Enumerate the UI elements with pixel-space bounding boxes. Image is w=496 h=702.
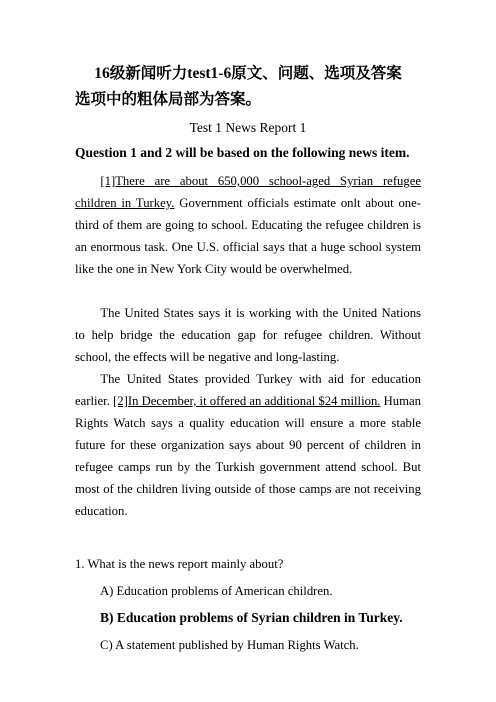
option-a: A) Education problems of American children. bbox=[100, 584, 333, 598]
option-c: C) A statement published by Human Rights Watch. bbox=[100, 638, 359, 652]
paragraph-3-text-after: Human Rights Watch says a quality education will ensure a more stable future for these organization says about 90 percent of children in refugee camps run by the Turkish government attend school. But most of the children living outside of those camps are not receiving education. bbox=[75, 394, 421, 518]
question-heading: Question 1 and 2 will be based on the following news item. bbox=[75, 145, 410, 160]
paragraph-2: The United States says it is working with the United Nations to help bridge the education gap for refugee children. Without school, the effects will be negative and long-lasting. bbox=[75, 306, 421, 364]
document-title: 16级新闻听力test1-6原文、问题、选项及答案 bbox=[94, 65, 402, 82]
answer-marker-2: [2]In December, it offered an additional $24 million. bbox=[113, 394, 381, 408]
option-b-answer: B) Education problems of Syrian children in Turkey. bbox=[100, 610, 403, 625]
paragraph-3-text-before: The United States provided Turkey with aid for education earlier. bbox=[75, 372, 421, 408]
paragraph-3 bbox=[75, 368, 421, 522]
question-1: 1. What is the news report mainly about? bbox=[75, 557, 284, 571]
paragraph-1-text: Government officials estimate onlt about one-third of them are going to school. Educating the refugee children is an enormous task. One U.S. official says that a huge school system like the one in New York City would be overwhelmed. bbox=[75, 196, 421, 276]
report-heading: Test 1 News Report 1 bbox=[189, 120, 307, 135]
answer-marker-1: [1]There are about 650,000 school-aged Syrian refugee children in Turkey. bbox=[75, 174, 421, 210]
paragraph-1 bbox=[75, 170, 421, 280]
document-subtitle: 选项中的粗体局部为答案。 bbox=[75, 91, 262, 108]
